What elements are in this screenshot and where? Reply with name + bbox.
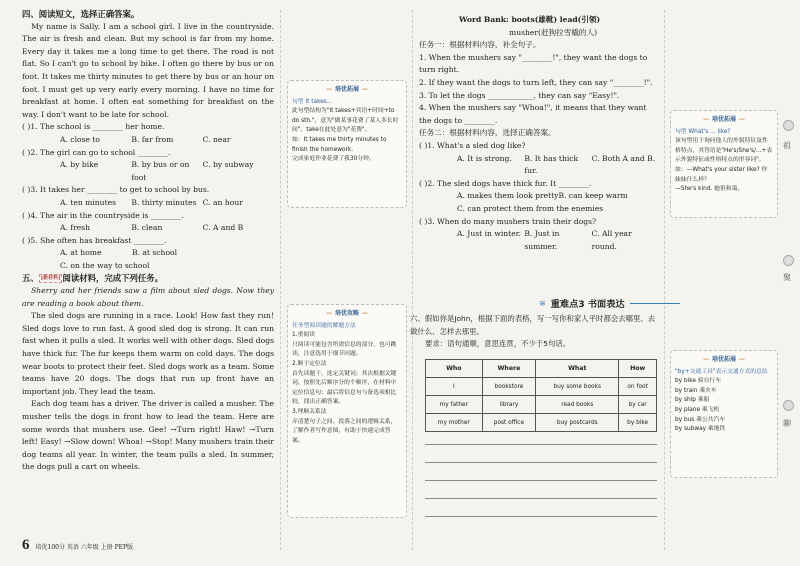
card-line: by train 乘火车 [675,387,717,394]
focus-text: 重难点3 书面表达 [550,299,625,310]
table-header-cell: Where [482,360,536,378]
table-cell: by car [619,396,657,414]
writing-line[interactable] [425,498,657,499]
section6 [410,313,660,351]
binding-hole [783,255,794,266]
tip-card-what-like [670,110,778,218]
writing-line[interactable] [425,462,657,463]
answer-option[interactable]: A. ten minutes [60,197,117,207]
table-row [426,414,657,432]
table-header-cell: Who [426,360,483,378]
answer-option[interactable]: C. can protect them from the enemies [457,203,604,213]
new-material-tag: [新材料] [40,275,61,282]
section6-prompt: 六、假如你是John，根据下面的表格，写一写你和家人平时都会去哪里、去做什么、怎样去那里。 [410,314,656,336]
question-list [22,121,274,272]
answer-option[interactable]: A. makes them look pretty [457,191,559,201]
answer-option[interactable]: A. at home [60,248,102,258]
table-header-row [426,360,657,378]
card-line: 该句型用于询问他人的外貌特征及性格特点，其答语是"He's/She's/...+表示外貌特征或性格特点的形容词"。 [675,138,773,164]
card-line: 弄清楚句子之间、段落之间的逻辑关系，了解作者写作意图，有助于快速完成答案。 [292,418,397,444]
answer-option[interactable]: A. fresh [60,223,91,233]
margin-char: 祖 [783,141,791,150]
passage2-para1: The sled dogs are running in a race. Look! How fast they run! Sled dogs love to run fast. A good sled dog is strong. It can run fast when it pulls a sled. It works well with other dogs. Sled dogs have thick fur. The fur keeps them warm on cold days. The dogs wear boots to protect their feet. Sled dogs work as a team. Some teams have 20 dogs. The dogs that run up front have an important job. They lead the team. [22,311,274,396]
card-title: "by+交通工具"表示交通方式的总结 [675,368,768,375]
passage2-para2: Each dog team has a driver. The driver is called a musher. The musher tells the dogs in front how to lead the team. Here are some words that mushers use. Gee! →Turn right! Haw! →Turn left! Easy! →Slow down! Whoa! →Stop! Many mushers train their dog teams all year. In winter, the team pulls a sled. In summer, the dogs pull a cart on wheels. [22,399,274,472]
card-title: 任务型阅读题的解题方法 [292,322,356,329]
answer-option[interactable]: C. All year round. [591,229,632,251]
card-line: by plane 乘飞机 [675,406,720,413]
writing-line[interactable] [425,480,657,481]
answer-option[interactable]: C. A and B [202,223,244,233]
option-row [22,247,274,260]
question-stem: ( )1. The school is ________ her home. [22,122,165,132]
column-divider [280,10,281,550]
card-line: —She's kind. 她很和蔼。 [675,186,744,193]
table-cell: post office [482,414,536,432]
table-body [426,378,657,432]
card-line: by ship 乘船 [675,397,710,404]
card-line: 句型 It takes... [292,98,333,105]
task2-title: 任务二：根据材料内容，选择正确答案。 [419,128,556,138]
card-line: 完成家庭作业花费了我30分钟。 [292,156,375,163]
answer-option[interactable]: A. Just in winter. [457,229,521,239]
table-cell: by bike [619,414,657,432]
answer-option[interactable]: A. close to [60,134,100,144]
question-stem: ( )4. The air in the countryside is ________. [22,210,184,220]
answer-option[interactable]: B. Just in summer. [524,229,560,251]
table-header-cell: What [536,360,619,378]
column-divider [664,10,665,550]
table-cell: library [482,396,536,414]
writing-line[interactable] [425,444,657,445]
word-bank: Word Bank: boots(雄靴) lead(引领) [459,15,601,24]
info-table [425,359,657,432]
table-cell: my father [426,396,483,414]
card-heading: — 培优拓展 — [675,115,773,125]
task1-item: 1. When the mushers say "________!", they want the dogs to turn right. [419,52,648,75]
section5-prefix: 五、 [22,273,39,284]
answer-option[interactable]: B. thirty minutes [131,197,197,207]
card-line: by subway 乘地铁 [675,426,726,433]
card-line: 只阅读可能包含所需信息的部分，也可跳读，注意选用于细节问题。 [292,341,397,358]
question-stem: ( )1. What's a sled dog like? [419,140,526,150]
focus-heading [539,296,680,310]
card-line: 如：It takes me thirty minutes to finish the homework. [292,136,387,153]
question-stem: ( )2. The sled dogs have thick fur. It ________. [419,178,592,188]
tip-card-transport [670,350,778,478]
answer-option[interactable]: C. near [202,134,231,144]
card-line: 2.顺于定位法 [292,360,327,367]
footer-text: 培优100分 英语 六年级 上册 PEP版 [35,544,134,551]
waves-icon: ≋ [539,298,546,308]
answer-option[interactable]: B. by bus or on foot [131,160,190,182]
tip-card-it-takes [287,80,407,208]
option-row [419,203,659,216]
strategy-card [287,304,407,518]
writing-line[interactable] [425,516,657,517]
option-row [22,197,274,210]
task1-item: 2. If they want the dogs to turn left, they can say "________!". [419,77,653,87]
answer-option[interactable]: A. It is strong. [457,153,512,163]
heading-rule [630,303,680,304]
left-column [22,8,274,474]
footer [22,537,133,554]
card-line: 如：—What's your sister like? 你妹妹什么样？ [675,166,768,183]
option-row [22,260,274,273]
option-row [419,153,659,178]
section4-title: 四、阅读短文，选择正确答案。 [22,9,140,19]
task1-title: 任务一：根据材料内容，补全句子。 [419,40,541,50]
question-stem: ( )3. It takes her ________ to get to school by bus. [22,185,210,195]
card-heading: — 培优攻略 — [292,309,402,319]
table-cell: buy some books [536,378,619,396]
table-row [426,378,657,396]
table-cell: I [426,378,483,396]
card-line: 句型 What's ... like? [675,128,731,135]
answer-option[interactable]: B. far from [131,134,174,144]
task2-list [419,140,659,253]
table-header-cell: How [619,360,657,378]
option-row [419,190,659,203]
card-line: by bike 骑自行车 [675,378,721,385]
table-row [426,396,657,414]
question-stem: ( )2. The girl can go to school ________. [22,147,171,157]
page-number: 6 [22,537,30,553]
card-line: 首先读题干，选定关键词；其次根据关键词，按照先后顺序分的个顺序，在材料中定位信息句；最后将信息句与备选项相比较，找出正确答案。 [292,370,397,406]
card-heading: — 培优拓展 — [675,355,773,365]
card-line: 此句型结构为"It takes+宾语+时间+to do sth."，意为"做某事花费了某人多长时间"，take在此处意为"花费"。 [292,108,399,134]
table-cell: bookstore [482,378,536,396]
column-divider [412,10,413,550]
answer-option[interactable]: C. Both A and B. [591,153,656,163]
word-bank-musher: musher(赶狗拉雪橇的人) [509,27,598,37]
option-row [22,222,274,235]
table-cell: buy postcards [536,414,619,432]
task1-item: 3. To let the dogs ____________, they can say "Easy!". [419,90,620,100]
passage1: My name is Sally. I am a school girl. I live in the countryside. The air is fresh and clean. But my school is far from my home. Every day it takes me a long time to get there. The road is not flat. So I can't go to school by bike. I often go there by bus or on foot. It takes me thirty minutes to get there by bus or an hour on foot. I must get up very early every morning. I have no time for breakfast at home. I often eat something for breakfast on the way. I don't want to be late for school. [22,21,274,119]
question-stem: ( )3. When do many mushers train their dogs? [419,216,597,226]
answer-option[interactable]: A. by bike [60,160,99,170]
table-cell: my mother [426,414,483,432]
card-line: by bus 乘公共汽车 [675,416,726,423]
answer-option[interactable]: C. an hour [202,197,243,207]
binding-hole [783,120,794,131]
middle-column [419,14,659,253]
section5-title [22,272,274,285]
task1-item: 4. When the mushers say "Whoa!", it means that they want the dogs to ________. [419,103,647,125]
margin-char: 聊 [783,419,791,428]
binding-hole [783,400,794,411]
option-row [22,159,274,184]
answer-option[interactable]: B. can keep warm [558,191,628,201]
option-row [419,228,659,253]
card-line: 1.重阅读 [292,332,315,339]
section6-requirement: 要求：语句通顺，意思连贯，不少于5句话。 [425,339,571,349]
answer-option[interactable]: C. by subway [202,160,254,170]
option-row [22,134,274,147]
passage2-intro: Sherry and her friends saw a film about sled dogs. Now they are reading a book about them. [22,286,274,308]
card-heading: — 培优拓展 — [292,85,402,95]
section5-text: 阅读材料，完成下列任务。 [62,273,163,284]
table-cell: read books [536,396,619,414]
card-line: 3.理顺关系法 [292,408,327,415]
answer-option[interactable]: B. at school [132,248,178,258]
answer-option[interactable]: B. It has thick fur. [524,153,579,176]
answer-option[interactable]: C. on the way to school [60,260,150,270]
answer-option[interactable]: B. clean [131,223,163,233]
table-cell: on foot [619,378,657,396]
margin-char: 聚 [783,273,791,282]
question-stem: ( )5. She often has breakfast ________. [22,235,167,245]
